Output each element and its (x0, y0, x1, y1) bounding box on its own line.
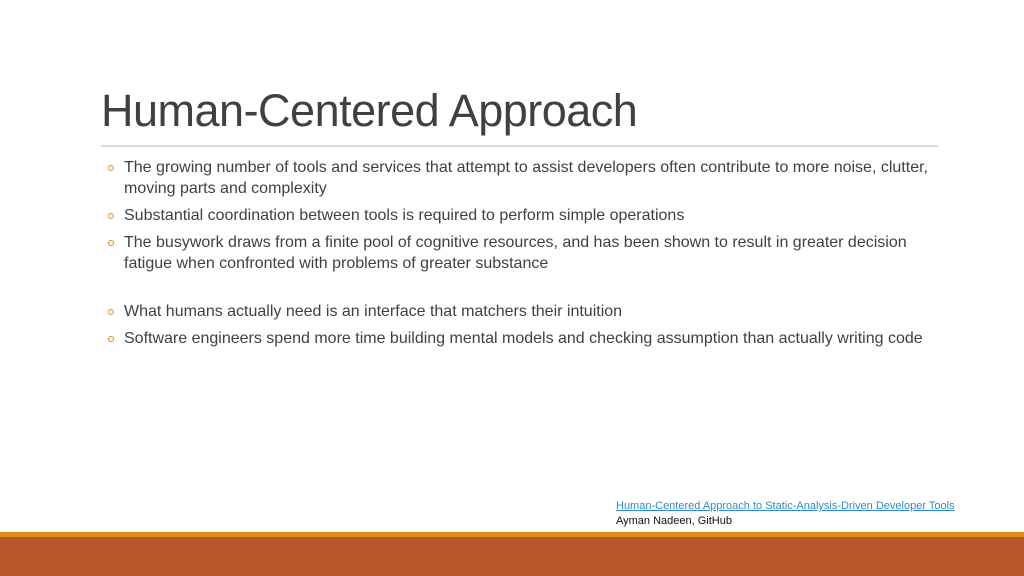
bullet-text: The busywork draws from a finite pool of cognitive resources, and has been shown to result in greater decision fatigue when confronted with problems of greater substance (124, 234, 907, 272)
footer-band (0, 537, 1024, 576)
bullet-text: What humans actually need is an interface that matchers their intuition (124, 303, 623, 320)
bullet-item (106, 232, 936, 274)
bullet-item (106, 301, 936, 322)
citation (616, 499, 955, 529)
bullet-text: Substantial coordination between tools is required to perform simple operations (124, 207, 685, 224)
circle-bullet-icon (108, 309, 114, 315)
bullet-item (106, 328, 936, 349)
circle-bullet-icon (108, 336, 114, 342)
bullet-item (106, 157, 936, 199)
bullet-text: Software engineers spend more time building mental models and checking assumption than actually writing code (124, 330, 923, 347)
bullet-list (106, 157, 936, 355)
title-divider (101, 145, 938, 147)
circle-bullet-icon (108, 240, 114, 246)
slide-title: Human-Centered Approach (101, 85, 638, 136)
bullet-text: The growing number of tools and services that attempt to assist developers often contribute to more noise, clutter, moving parts and complexity (124, 159, 928, 197)
citation-author: Ayman Nadeen, GitHub (616, 515, 732, 527)
bullet-item (106, 205, 936, 226)
circle-bullet-icon (108, 213, 114, 219)
circle-bullet-icon (108, 165, 114, 171)
citation-link[interactable]: Human-Centered Approach to Static-Analysis-Driven Developer Tools (616, 500, 955, 512)
